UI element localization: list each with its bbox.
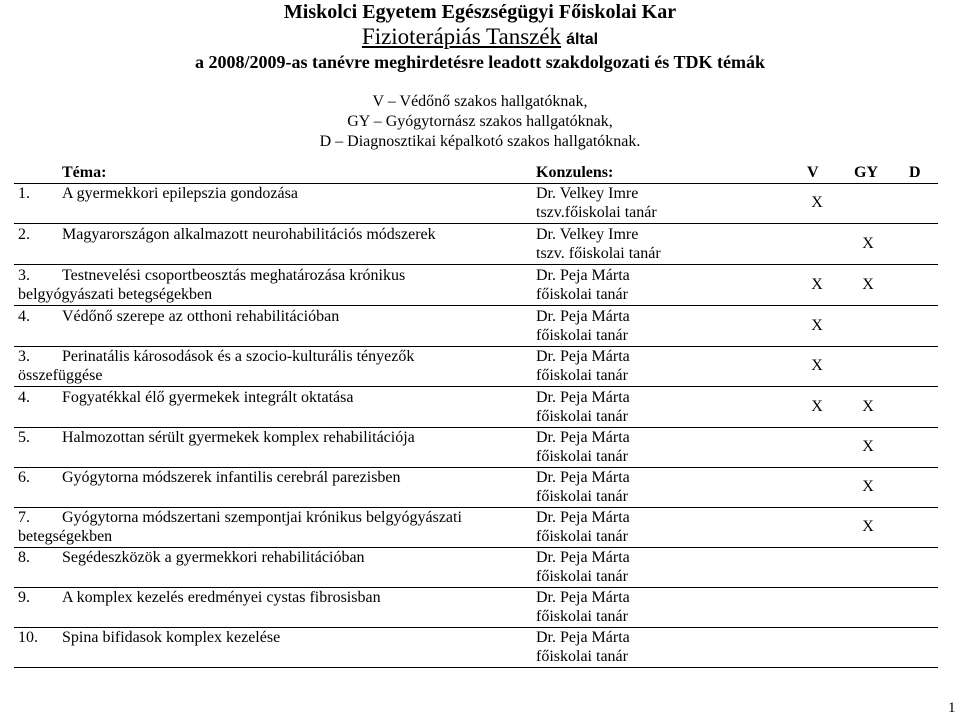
topic-text: Gyógytorna módszerek infantilis cerebrál parezisben [62,469,401,486]
supervisor-text: főiskolai tanár [536,528,628,545]
supervisor-text: főiskolai tanár [536,367,628,384]
topic-text: Védőnő szerepe az otthoni rehabilitációban [62,308,340,325]
legend-item-v: V – Védőnő szakos hallgatóknak, [372,93,588,110]
row-number: 6. [18,469,30,486]
mark-gy: X [862,438,874,455]
supervisor-text: főiskolai tanár [536,408,628,425]
header-topic: Téma: [62,164,107,181]
row-rule [14,386,938,387]
mark-gy: X [862,398,874,415]
supervisor-text: Dr. Velkey Imre [536,185,639,202]
supervisor-text: Dr. Peja Márta [536,629,630,646]
supervisor-text: Dr. Peja Márta [536,549,630,566]
row-number: 3. [18,348,30,365]
row-number: 8. [18,549,30,566]
department-by: által [566,31,599,48]
supervisor-text: főiskolai tanár [536,488,628,505]
row-number: 4. [18,389,30,406]
mark-gy: X [862,235,874,252]
topic-text: Perinatális károsodások és a szocio-kulturális tényezők [62,348,415,365]
mark-v: X [811,317,823,334]
supervisor-text: Dr. Peja Márta [536,429,630,446]
row-number: 9. [18,589,30,606]
topic-text: Gyógytorna módszertani szempontjai krónikus belgyógyászati [62,509,462,526]
supervisor-text: Dr. Peja Márta [536,589,630,606]
mark-gy: X [862,518,874,535]
audience-legend [0,92,960,152]
header-d: D [909,164,921,181]
topic-text: Spina bifidasok komplex kezelése [62,629,281,646]
row-rule [14,264,938,265]
row-rule [14,305,938,306]
mark-gy: X [862,478,874,495]
supervisor-text: tszv. főiskolai tanár [536,245,661,262]
supervisor-text: főiskolai tanár [536,648,628,665]
row-rule [14,667,938,668]
mark-v: X [811,276,823,293]
topic-text: összefüggése [18,367,103,384]
supervisor-text: Dr. Peja Márta [536,348,630,365]
topic-text: Halmozottan sérült gyermekek komplex rehabilitációja [62,429,415,446]
department-name: Fizioterápiás Tanszék [361,24,562,49]
legend-item-d: D – Diagnosztikai képalkotó szakos hallgatóknak. [319,133,641,150]
topic-text: A komplex kezelés eredményei cystas fibrosisban [62,589,381,606]
topic-text: Fogyatékkal élő gyermekek integrált oktatása [62,389,354,406]
header-gy: GY [854,164,878,181]
supervisor-text: Dr. Velkey Imre [536,226,639,243]
supervisor-text: tszv.főiskolai tanár [536,204,657,221]
row-number: 3. [18,267,30,284]
topic-text: Magyarországon alkalmazott neurohabilitációs módszerek [62,226,436,243]
supervisor-text: Dr. Peja Márta [536,469,630,486]
page-title: Miskolci Egyetem Egészségügyi Főiskolai Kar [283,1,677,23]
page-number: 1 [948,700,956,716]
supervisor-text: Dr. Peja Márta [536,308,630,325]
mark-v: X [811,398,823,415]
supervisor-text: főiskolai tanár [536,327,628,344]
header-v: V [807,164,819,181]
supervisor-text: Dr. Peja Márta [536,267,630,284]
header-supervisor: Konzulens: [536,164,614,181]
supervisor-text: főiskolai tanár [536,608,628,625]
supervisor-text: főiskolai tanár [536,286,628,303]
topic-text: betegségekben [18,528,113,545]
supervisor-text: Dr. Peja Márta [536,389,630,406]
supervisor-text: Dr. Peja Márta [536,509,630,526]
topic-text: Segédeszközök a gyermekkori rehabilitációban [62,549,365,566]
topic-text: A gyermekkori epilepszia gondozása [62,185,298,202]
topic-text: belgyógyászati betegségekben [18,286,213,303]
mark-v: X [811,194,823,211]
row-number: 10. [18,629,38,646]
topic-text: Testnevelési csoportbeosztás meghatározása krónikus [62,267,406,284]
row-number: 7. [18,509,30,526]
legend-item-gy: GY – Gyógytornász szakos hallgatóknak, [347,113,613,130]
row-number: 5. [18,429,30,446]
mark-v: X [811,357,823,374]
supervisor-text: főiskolai tanár [536,448,628,465]
subtitle: a 2008/2009-as tanévre meghirdetésre leadott szakdolgozati és TDK témák [195,52,765,72]
department-title [0,24,960,53]
row-number: 1. [18,185,30,202]
row-rule [14,223,938,224]
supervisor-text: főiskolai tanár [536,568,628,585]
row-number: 2. [18,226,30,243]
row-number: 4. [18,308,30,325]
mark-gy: X [862,276,874,293]
